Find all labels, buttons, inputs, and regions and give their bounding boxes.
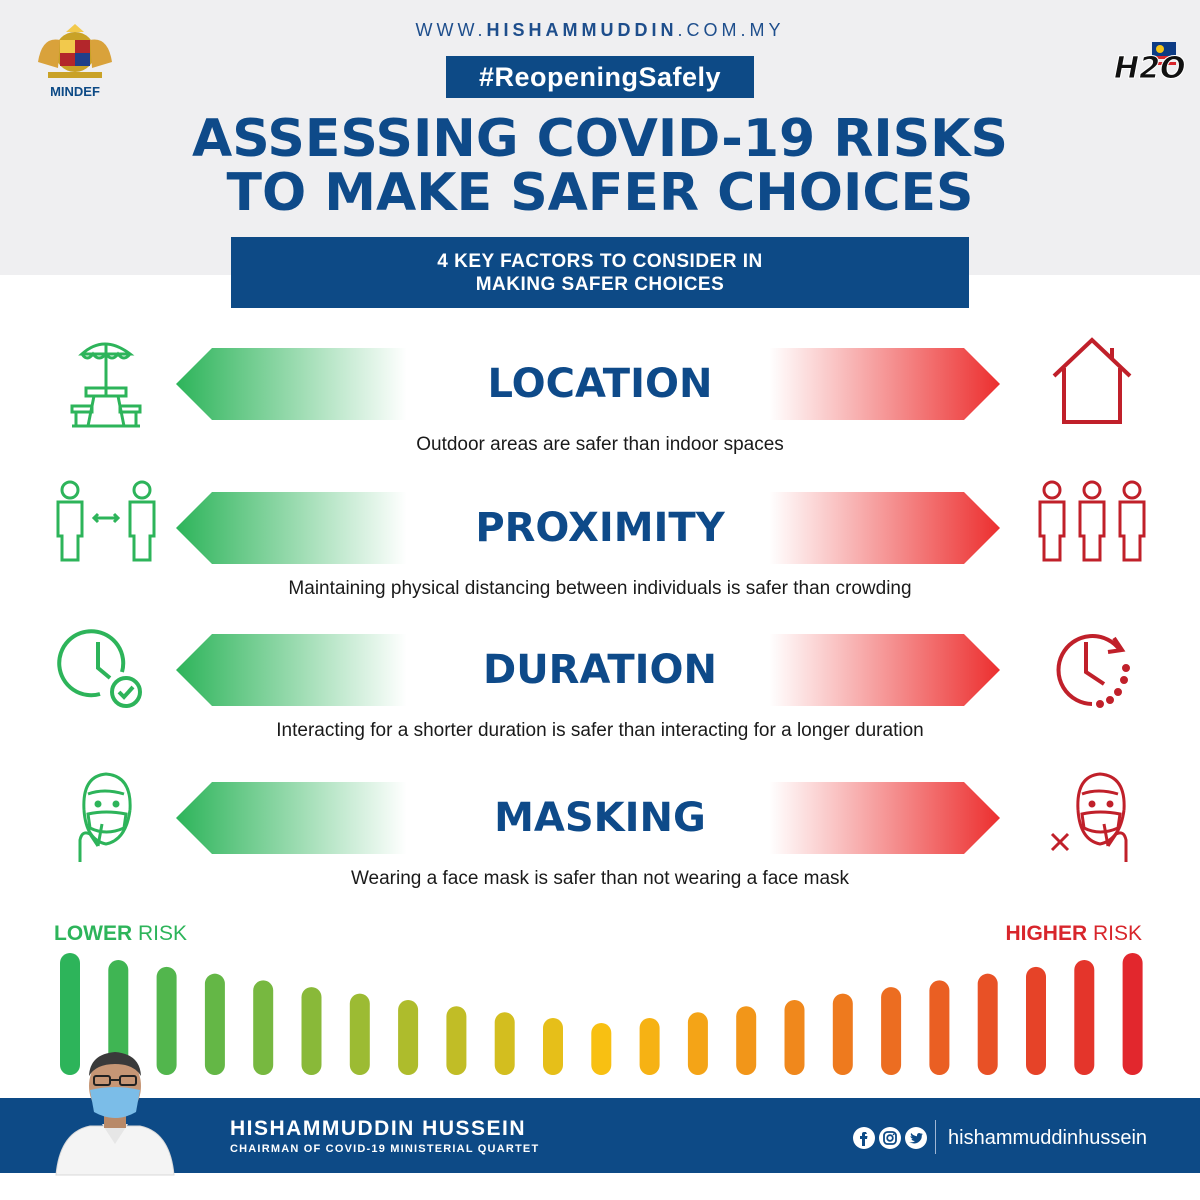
- risk-bar: [205, 974, 225, 1075]
- masked-face-icon: [44, 770, 168, 866]
- factor-description: Maintaining physical distancing between individuals is safer than crowding: [288, 578, 912, 599]
- website-prefix: WWW.: [415, 20, 487, 40]
- factor-location: [0, 348, 1200, 468]
- house-icon: [1030, 336, 1154, 432]
- footer-role: CHAIRMAN OF COVID-19 MINISTERIAL QUARTET: [230, 1143, 540, 1155]
- risk-scale-bars: [0, 950, 1200, 1090]
- factor-name: PROXIMITY: [475, 505, 725, 551]
- title-line-1: ASSESSING COVID-19 RISKS: [192, 109, 1008, 169]
- higher-risk-light: RISK: [1087, 922, 1142, 945]
- footer-divider: [935, 1120, 936, 1154]
- risk-bar: [736, 1006, 756, 1075]
- higher-risk-bold: HIGHER: [1005, 922, 1088, 945]
- lower-risk-label: [54, 922, 187, 946]
- risk-bar: [978, 974, 998, 1075]
- clock-timer-icon: [1030, 622, 1154, 718]
- factor-proximity: [0, 492, 1200, 612]
- risk-bar: [785, 1000, 805, 1075]
- banner-line-1: 4 KEY FACTORS TO CONSIDER IN: [437, 250, 763, 272]
- risk-bar: [495, 1012, 515, 1075]
- hashtag-badge: #ReopeningSafely: [446, 56, 754, 98]
- factor-description: Wearing a face mask is safer than not wearing a face mask: [350, 868, 850, 889]
- risk-bar: [398, 1000, 418, 1075]
- lower-risk-light: RISK: [132, 922, 188, 945]
- facebook-icon[interactable]: [853, 1127, 875, 1149]
- social-icons[interactable]: [852, 1125, 928, 1151]
- risk-bar: [543, 1018, 563, 1075]
- factor-description: Interacting for a shorter duration is safer than interacting for a longer duration: [276, 720, 924, 741]
- unmasked-face-icon: [1030, 770, 1154, 866]
- factor-duration: [0, 634, 1200, 754]
- page-title: [0, 109, 1200, 223]
- website-url[interactable]: [0, 20, 1200, 41]
- title-line-2: TO MAKE SAFER CHOICES: [226, 163, 974, 223]
- factor-name: DURATION: [483, 647, 717, 693]
- factor-name: LOCATION: [487, 361, 713, 407]
- higher-risk-label: [1005, 922, 1142, 946]
- risk-bar: [350, 994, 370, 1075]
- factor-description: Outdoor areas are safer than indoor spaces: [416, 434, 784, 455]
- risk-bar: [1026, 967, 1046, 1075]
- risk-bar: [446, 1006, 466, 1075]
- key-factors-banner: [231, 237, 969, 308]
- twitter-icon[interactable]: [905, 1127, 927, 1149]
- distanced-people-icon: [44, 480, 168, 576]
- social-handle[interactable]: hishammuddinhussein: [948, 1127, 1148, 1149]
- risk-bar: [591, 1023, 611, 1075]
- risk-bar: [929, 980, 949, 1075]
- risk-bar: [1074, 960, 1094, 1075]
- risk-bar: [302, 987, 322, 1075]
- website-name: HISHAMMUDDIN: [486, 20, 678, 40]
- footer-name: HISHAMMUDDIN HUSSEIN: [230, 1117, 527, 1140]
- clock-check-icon: [44, 622, 168, 718]
- portrait-photo: [50, 1040, 180, 1175]
- lower-risk-bold: LOWER: [54, 922, 133, 945]
- h2o-logo: [1112, 40, 1186, 86]
- picnic-table-icon: [44, 336, 168, 432]
- website-suffix: .COM.MY: [677, 20, 785, 40]
- risk-bar: [833, 994, 853, 1075]
- crowd-icon: [1030, 480, 1154, 576]
- mindef-logo-text: MINDEF: [50, 84, 100, 99]
- risk-bar: [253, 980, 273, 1075]
- risk-bar: [1123, 953, 1143, 1075]
- banner-line-2: MAKING SAFER CHOICES: [475, 273, 725, 295]
- risk-bar: [881, 987, 901, 1075]
- factor-masking: [0, 782, 1200, 902]
- instagram-icon[interactable]: [879, 1127, 901, 1149]
- risk-bar: [688, 1012, 708, 1075]
- factor-name: MASKING: [494, 795, 706, 841]
- risk-bar: [640, 1018, 660, 1075]
- h2o-logo-text: H2O: [1114, 51, 1186, 86]
